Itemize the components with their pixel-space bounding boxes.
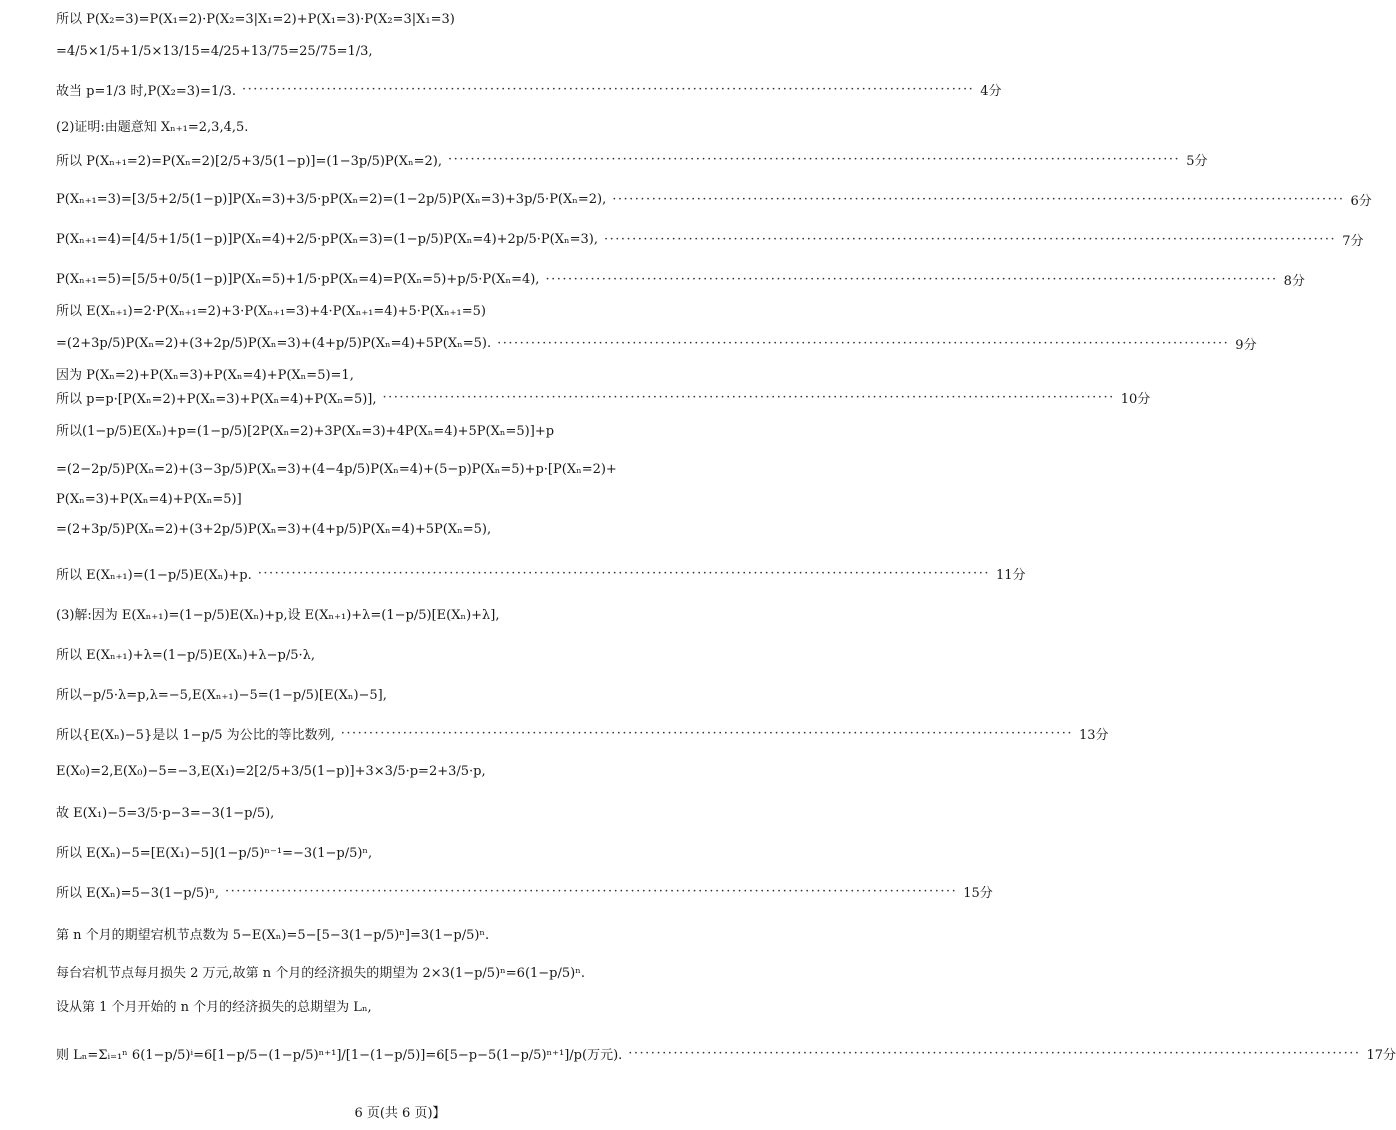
solution-line-17 <box>56 564 1026 583</box>
solution-line-1 <box>56 8 764 27</box>
line-text: P(Xₙ=3)+P(Xₙ=4)+P(Xₙ=5)] <box>56 492 242 507</box>
line-text: 所以(1−p/5)E(Xₙ)+p=(1−p/5)[2P(Xₙ=2)+3P(Xₙ=3)+4P(Xₙ=4)+5P(Xₙ=5)]+p <box>56 424 555 439</box>
score-label: 4分 <box>980 84 1002 99</box>
line-text: 故当 p=1/3 时,P(X₂=3)=1/3. <box>56 84 237 99</box>
line-text: =(2+3p/5)P(Xₙ=2)+(3+2p/5)P(Xₙ=3)+(4+p/5)P(Xₙ=4)+5P(Xₙ=5). <box>56 336 492 351</box>
leader-dots: ·································································································································· <box>382 390 1115 405</box>
solution-line-7 <box>56 230 1364 249</box>
line-text: P(Xₙ₊₁=5)=[5/5+0/5(1−p)]P(Xₙ=5)+1/5·pP(Xₙ=4)=P(Xₙ=5)+p/5·P(Xₙ=4), <box>56 272 540 287</box>
solution-line-26 <box>56 924 764 943</box>
line-text: 因为 P(Xₙ=2)+P(Xₙ=3)+P(Xₙ=4)+P(Xₙ=5)=1, <box>56 368 354 383</box>
line-text: 所以 E(Xₙ₊₁)=(1−p/5)E(Xₙ)+p. <box>56 568 252 583</box>
line-text: (3)解:因为 E(Xₙ₊₁)=(1−p/5)E(Xₙ)+p,设 E(Xₙ₊₁)+λ=(1−p/5)[E(Xₙ)+λ], <box>56 608 500 623</box>
solution-line-13 <box>56 420 764 439</box>
solution-line-19 <box>56 644 764 663</box>
score-label: 11分 <box>995 568 1026 583</box>
solution-line-20 <box>56 684 764 703</box>
line-text: 每台宕机节点每月损失 2 万元,故第 n 个月的经济损失的期望为 2×3(1−p/5)ⁿ=6(1−p/5)ⁿ. <box>56 966 585 981</box>
solution-line-25 <box>56 882 993 901</box>
line-text: 所以 p=p·[P(Xₙ=2)+P(Xₙ=3)+P(Xₙ=4)+P(Xₙ=5)], <box>56 392 377 407</box>
leader-dots: ·································································································································· <box>242 82 975 97</box>
solution-line-23 <box>56 802 764 821</box>
line-text: =4/5×1/5+1/5×13/15=4/25+13/75=25/75=1/3, <box>56 44 373 59</box>
line-text: 设从第 1 个月开始的 n 个月的经济损失的总期望为 Lₙ, <box>56 1000 372 1015</box>
score-label: 8分 <box>1283 274 1305 289</box>
line-text: P(Xₙ₊₁=4)=[4/5+1/5(1−p)]P(Xₙ=4)+2/5·pP(Xₙ=3)=(1−p/5)P(Xₙ=4)+2p/5·P(Xₙ=3), <box>56 232 598 247</box>
score-label: 10分 <box>1120 392 1151 407</box>
leader-dots: ·································································································································· <box>257 566 990 581</box>
score-label: 15分 <box>963 886 993 901</box>
line-text: 第 n 个月的期望宕机节点数为 5−E(Xₙ)=5−[5−3(1−p/5)ⁿ]=3(1−p/5)ⁿ. <box>56 928 490 943</box>
line-text: 所以 E(Xₙ₊₁)=2·P(Xₙ₊₁=2)+3·P(Xₙ₊₁=3)+4·P(Xₙ₊₁=4)+5·P(Xₙ₊₁=5) <box>56 304 486 319</box>
solution-line-5 <box>56 150 1208 169</box>
line-text: 则 Lₙ=Σᵢ₌₁ⁿ 6(1−p/5)ⁱ=6[1−p/5−(1−p/5)ⁿ⁺¹]/[1−(1−p/5)]=6[5−p−5(1−p/5)ⁿ⁺¹]/p(万元). <box>56 1048 623 1063</box>
line-text: =(2+3p/5)P(Xₙ=2)+(3+2p/5)P(Xₙ=3)+(4+p/5)P(Xₙ=4)+5P(Xₙ=5), <box>56 522 492 537</box>
solution-line-16 <box>56 522 764 537</box>
score-label: 9分 <box>1235 338 1257 353</box>
line-text: 所以 E(Xₙ)−5=[E(X₁)−5](1−p/5)ⁿ⁻¹=−3(1−p/5)ⁿ, <box>56 846 373 861</box>
leader-dots: ·································································································································· <box>612 192 1345 207</box>
leader-dots: ·································································································································· <box>447 152 1181 167</box>
solution-line-10 <box>56 334 1257 353</box>
solution-line-9 <box>56 300 764 319</box>
solution-line-3 <box>56 80 1002 99</box>
score-label: 13分 <box>1078 728 1109 743</box>
line-text: 所以 P(X₂=3)=P(X₁=2)·P(X₂=3|X₁=2)+P(X₁=3)·P(X₂=3|X₁=3) <box>56 12 455 27</box>
solution-line-11 <box>56 364 764 383</box>
solution-line-2 <box>56 44 764 59</box>
solution-line-21 <box>56 724 1109 743</box>
score-label: 17分 <box>1366 1048 1396 1063</box>
solution-line-29 <box>56 1044 1396 1063</box>
score-label: 6分 <box>1350 194 1372 209</box>
line-text: 所以 E(Xₙ)=5−3(1−p/5)ⁿ, <box>56 886 220 901</box>
line-text: 所以 P(Xₙ₊₁=2)=P(Xₙ=2)[2/5+3/5(1−p)]=(1−3p/5)P(Xₙ=2), <box>56 154 442 169</box>
leader-dots: ·································································································································· <box>497 336 1230 351</box>
score-label: 7分 <box>1342 234 1364 249</box>
leader-dots: ·································································································································· <box>545 272 1278 287</box>
solution-line-8 <box>56 270 1305 289</box>
solution-line-24 <box>56 842 764 861</box>
line-text: 所以{E(Xₙ)−5}是以 1−p/5 为公比的等比数列, <box>56 728 335 743</box>
solution-line-27 <box>56 962 764 981</box>
line-text: =(2−2p/5)P(Xₙ=2)+(3−3p/5)P(Xₙ=3)+(4−4p/5)P(Xₙ=4)+(5−p)P(Xₙ=5)+p·[P(Xₙ=2)+ <box>56 462 617 477</box>
solution-line-18 <box>56 604 764 623</box>
leader-dots: ·································································································································· <box>340 726 1073 741</box>
leader-dots: ·································································································································· <box>225 884 958 899</box>
page-number: 6 页(共 6 页)】 <box>354 1106 446 1121</box>
solution-line-15 <box>56 492 764 507</box>
line-text: P(Xₙ₊₁=3)=[3/5+2/5(1−p)]P(Xₙ=3)+3/5·pP(Xₙ=2)=(1−2p/5)P(Xₙ=3)+3p/5·P(Xₙ=2), <box>56 192 607 207</box>
solution-line-4 <box>56 116 764 135</box>
score-label: 5分 <box>1186 154 1208 169</box>
line-text: 所以 E(Xₙ₊₁)+λ=(1−p/5)E(Xₙ)+λ−p/5·λ, <box>56 648 316 663</box>
solution-line-22 <box>56 764 764 779</box>
line-text: E(X₀)=2,E(X₀)−5=−3,E(X₁)=2[2/5+3/5(1−p)]+3×3/5·p=2+3/5·p, <box>56 764 486 779</box>
line-text: 故 E(X₁)−5=3/5·p−3=−3(1−p/5), <box>56 806 275 821</box>
leader-dots: ·································································································································· <box>628 1046 1361 1061</box>
solution-line-6 <box>56 190 1372 209</box>
solution-line-14 <box>56 462 764 477</box>
line-text: (2)证明:由题意知 Xₙ₊₁=2,3,4,5. <box>56 120 249 135</box>
solution-line-28 <box>56 996 764 1015</box>
solution-line-12 <box>56 388 1151 407</box>
line-text: 所以−p/5·λ=p,λ=−5,E(Xₙ₊₁)−5=(1−p/5)[E(Xₙ)−5], <box>56 688 387 703</box>
leader-dots: ·································································································································· <box>603 232 1337 247</box>
